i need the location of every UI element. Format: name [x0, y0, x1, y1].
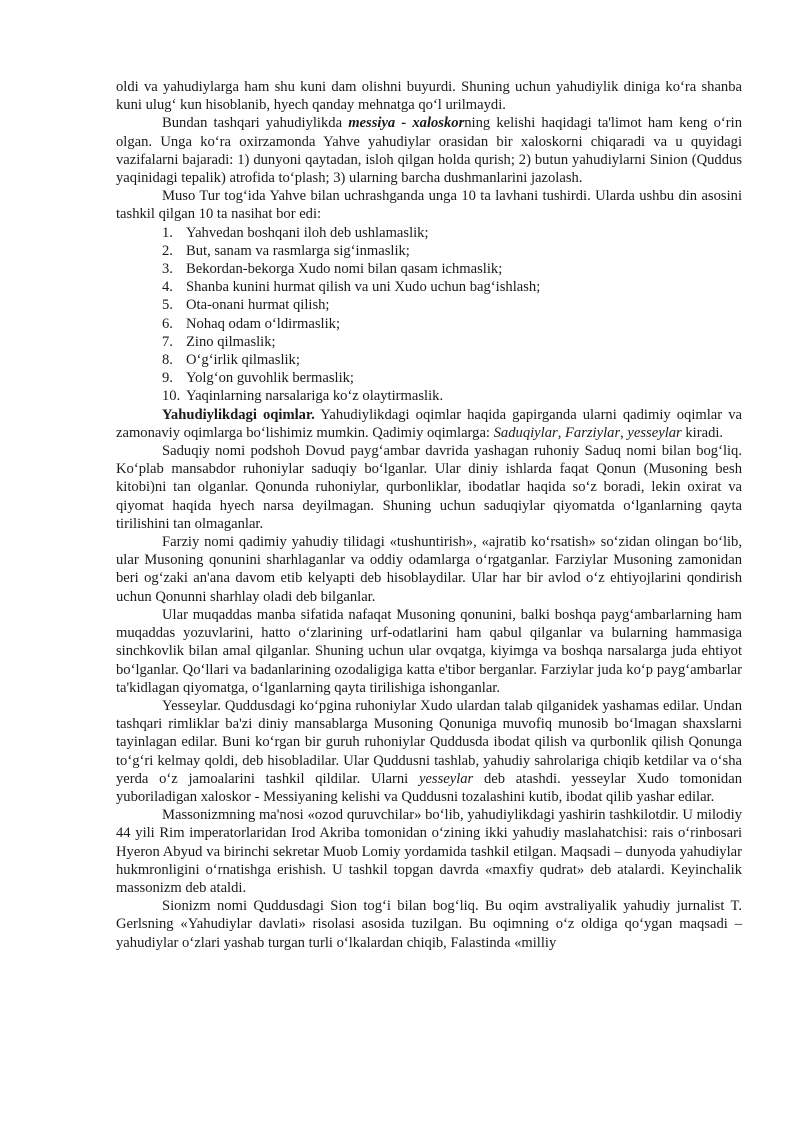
list-number: 4.: [162, 279, 173, 296]
list-item: [116, 315, 742, 333]
list-item: [116, 242, 742, 260]
list-text: Bekordan-bekorga Xudo nomi bilan qasam ichmaslik;: [186, 261, 503, 278]
section-heading: Yahudiylikdagi oqimlar.: [162, 406, 315, 423]
list-text: Zino qilmaslik;: [186, 333, 276, 350]
list-number: 8.: [162, 352, 173, 369]
list-item: [116, 296, 742, 314]
paragraph-saduqiy: Saduqiy nomi podshoh Dovud payg‘ambar davrida yashagan ruhoniy Saduq nomi bilan bog‘liq. Ko‘plab mansabdor ruhoniylar saduqiy bo‘lganlar. Ular diniy ishlarda faqat Qonun (Musoning besh kitobi)ni tan olganlar. Qonunda ruhoniylar, qurbonliklar, ibodatlar haqida so‘z boradi, lekin oxirat va qiyomat haqida hyech narsa deyilmagan. Shuning uchun saduqiylar qiyomatda o‘lganlarning qayta tirilishini tan olmaganlar.: [116, 443, 742, 532]
list-text: Yahvedan boshqani iloh deb ushlamaslik;: [186, 224, 429, 241]
list-number: 2.: [162, 242, 173, 259]
text-run: Yahudiylikdagi oqimlar haqida gapirganda ularni qadimiy oqimlar va zamonaviy oqimlarga bo‘lishimiz mumkin. Qadimiy oqimlarga:: [116, 406, 742, 441]
term-yesseylar: yesseylar: [627, 424, 682, 441]
text-run: ,: [557, 424, 565, 441]
list-number: 6.: [162, 315, 173, 332]
list-item: [116, 369, 742, 387]
term-farziylar: Farziylar: [564, 424, 621, 441]
text-run: Yesseylar. Quddusdagi ko‘pgina ruhoniylar Xudo ulardan talab qilganidek yashamas edilar. Undan tashqari rimliklar ba'zi diniy mansablarga Musoning Qonuniga muvofiq munosib bo‘lmagan shaxslarni tayinlagan edilar. Buni ko‘rgan bir guruh ruhoniylar Quddusda ibodat qilish va qurbonlik qilish Qonunga to‘g‘ri kelmay qoldi, deb hisobladilar. Ular Quddusni tashlab, yahudiy sahrolariga chiqib ketdilar va o‘sha yerda o‘z jamoalarini tashkil qildilar. Ularni: [116, 697, 742, 787]
paragraph-currents: [116, 406, 742, 442]
list-item: [116, 387, 742, 405]
list-text: But, sanam va rasmlarga sig‘inmaslik;: [186, 242, 410, 259]
list-item: [116, 278, 742, 296]
list-text: Yaqinlarning narsalariga ko‘z olaytirmaslik.: [186, 388, 444, 405]
list-text: Yolg‘on guvohlik bermaslik;: [186, 370, 354, 387]
list-number: 7.: [162, 333, 173, 350]
paragraph-sionizm: Sionizm nomi Quddusdagi Sion tog‘i bilan bog‘liq. Bu oqim avstraliyalik yahudiy jurnalist T. Gerlsning «Yahudiylar davlati» risolasi asosida tuzilgan. Bu oqimning o‘z oldiga qo‘ygan maqsadi – yahudiylar o‘zlari yashab turgan turli o‘lkalardan chiqib, Falastinda «milliy: [116, 898, 742, 951]
document-page: [116, 78, 742, 952]
paragraph-messiah: [116, 114, 742, 187]
text-run: ,: [620, 424, 628, 441]
list-text: Nohaq odam o‘ldirmaslik;: [186, 315, 341, 332]
list-text: Shanba kunini hurmat qilish va uni Xudo uchun bag‘ishlash;: [186, 279, 541, 296]
paragraph-tablets: Muso Tur tog‘ida Yahve bilan uchrashganda unga 10 ta lavhani tushirdi. Ularda ushbu din asosini tashkil qilgan 10 ta nasihat bor edi:: [116, 188, 742, 223]
list-number: 5.: [162, 297, 173, 314]
paragraph-farziy: Farziy nomi qadimiy yahudiy tilidagi «tushuntirish», «ajratib ko‘rsatish» so‘zidan olingan bo‘lib, ular Musoning qonunini sharhlaganlar va oddiy odamlarga o‘rgatganlar. Farziylar Musoning zamonidan beri og‘zaki an'ana davom etib kelyapti deb hisoblaydilar. Ular har bir avlod o‘z ehtiyojlarini qondirish uchun Qonunni sharhlay oladi deb bilganlar.: [116, 534, 742, 605]
term-saduqiylar: Saduqiylar: [493, 424, 558, 441]
paragraph-yesseylar: [116, 697, 742, 806]
list-item: [116, 260, 742, 278]
paragraph-farziy-2: Ular muqaddas manba sifatida nafaqat Musoning qonunini, balki boshqa payg‘ambarlarning ham muqaddas yozuvlarini, hatto o‘zlarining urf-odatlarini ham qabul qilganlar va bularning hammasiga sinchkovlik bilan amal qilganlar. Shuning uchun ular ovqatga, kiyimga va boshqa narsalarga juda ehtiyot bo‘lganlar. Qo‘llari va badanlarining ozodaligiga katta e'tibor berganlar. Farziylar juda ko‘p payg‘ambarlar ta'kidlagan qiyomatga, o‘lganlarning qayta tirilishiga ishonganlar.: [116, 606, 742, 696]
list-item: [116, 224, 742, 242]
list-number: 3.: [162, 261, 173, 278]
text-run: deb atashdi. yesseylar Xudo tomonidan yuboriladigan xaloskor - Messiyaning kelishi va Quddusni tozalashini kutib, ibodat qilib yashar edilar.: [116, 770, 742, 805]
list-number: 10.: [162, 388, 181, 405]
term-yesseylar-inline: yesseylar: [418, 770, 474, 787]
paragraph-massonizm: Massonizmning ma'nosi «ozod quruvchilar» bo‘lib, yahudiylikdagi yashirin tashkilotdir. U milodiy 44 yili Rim imperatorlaridan Irod Akriba tomonidan o‘zining ikki yahudiy maslahatchisi: rais o‘rinbosari Hyeron Abyud va birinchi sekretar Muob Lomiy yordamida tashkil etilgan. Maqsadi – dunyoda yahudiylar hukmronligini o‘rnatishga erishish. U tashkil topgan davrda «maxfiy qudrat» deb atalardi. Keyinchalik massonizm deb ataldi.: [116, 807, 742, 896]
term-messiah: messiya - xaloskor: [348, 115, 465, 132]
text-run: Bundan tashqari yahudiylikda: [162, 115, 349, 132]
paragraph-sabbath: oldi va yahudiylarga ham shu kuni dam olishni buyurdi. Shuning uchun yahudiylik diniga ko‘ra shanba kuni ulug‘ kun hisoblanib, hyech qanday mehnatga qo‘l urilmaydi.: [116, 79, 742, 114]
list-item: [116, 333, 742, 351]
list-number: 9.: [162, 370, 173, 387]
text-run: ning kelishi haqidagi ta'limot ham keng o‘rin olgan. Unga ko‘ra oxirzamonda Yahve yahudiylar orasidan bir xaloskorni chiqaradi va u quyidagi vazifalarni bajaradi: 1) dunyoni qaytadan, isloh qilgan holda qurish; 2) butun yahudiylarni Sinion (Quddus yaqinidagi tepalik) atrofida to‘plash; 3) ularning barcha dushmanlarini jazolash.: [116, 115, 742, 187]
text-run: kiradi.: [681, 424, 724, 441]
commandments-list: [116, 224, 742, 406]
list-text: O‘g‘irlik qilmaslik;: [186, 352, 300, 369]
list-text: Ota-onani hurmat qilish;: [186, 297, 330, 314]
list-number: 1.: [162, 224, 173, 241]
list-item: [116, 351, 742, 369]
